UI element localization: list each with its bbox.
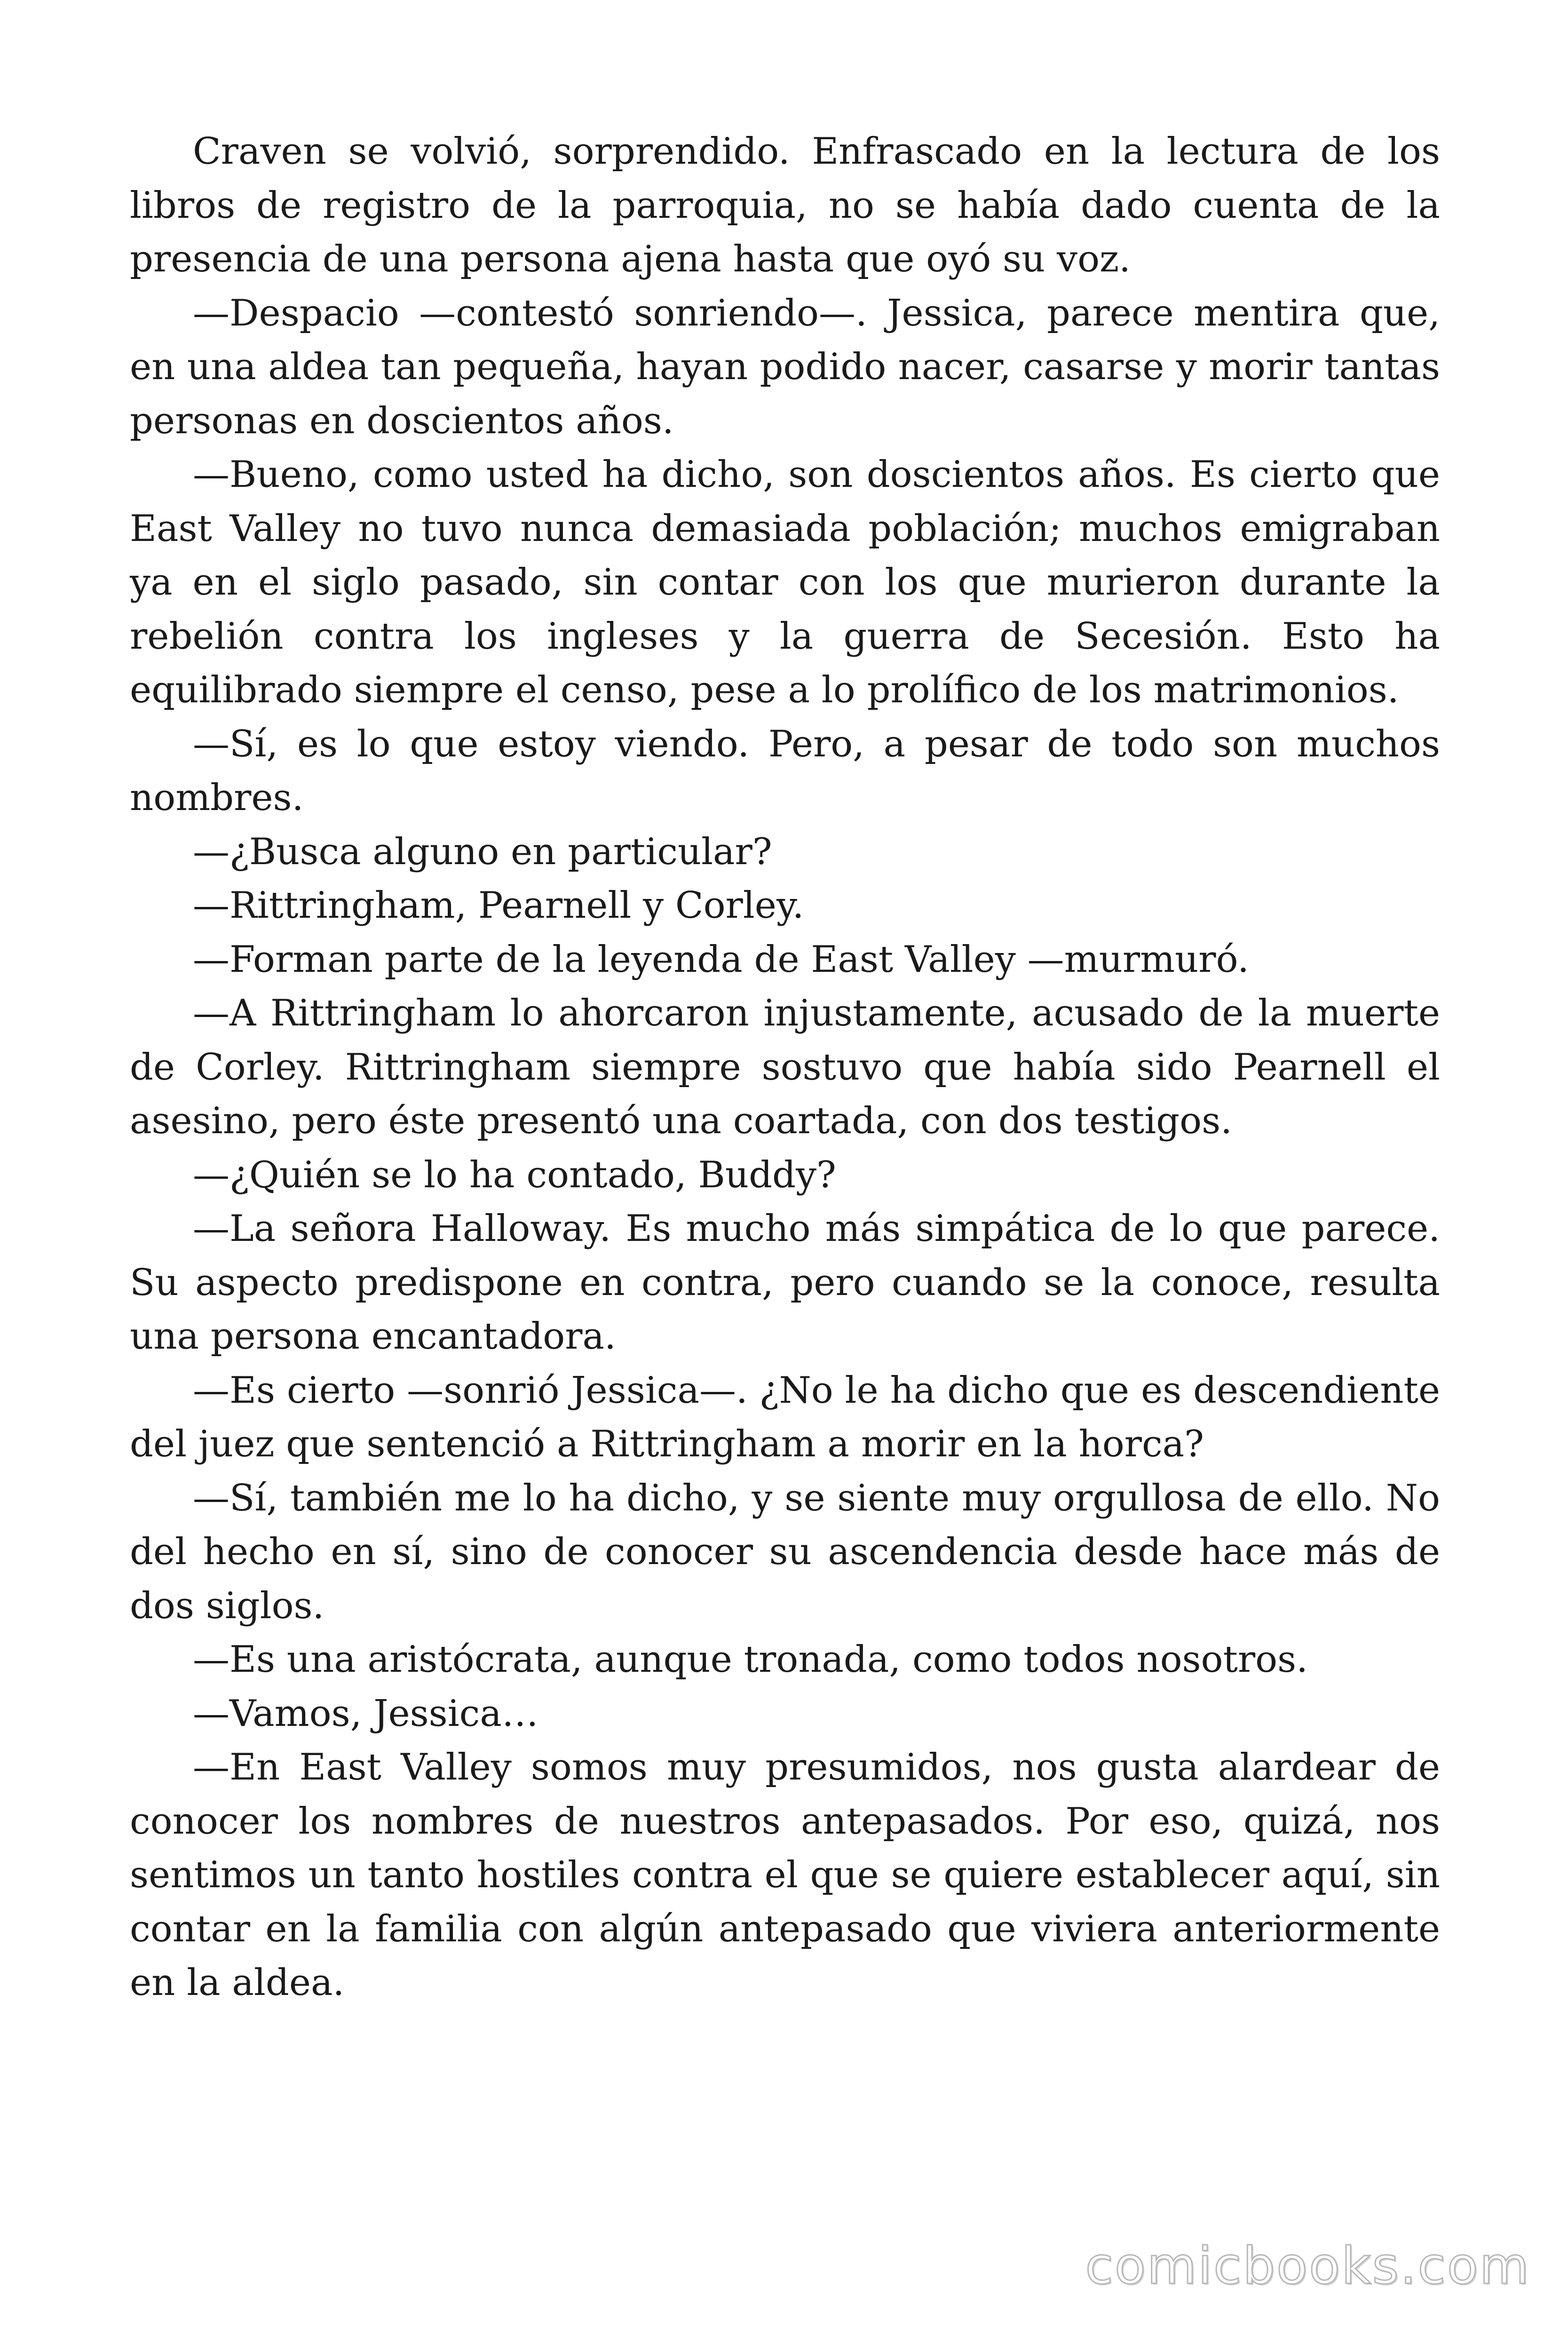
paragraph: —Forman parte de la leyenda de East Valley —murmuró. <box>193 938 1249 981</box>
paragraph: —Sí, es lo que estoy viendo. Pero, a pesar de todo son muchos nombres. <box>130 723 1440 819</box>
paragraph: —Rittringham, Pearnell y Corley. <box>193 884 804 927</box>
paragraph: —A Rittringham lo ahorcaron injustamente, acusado de la muerte de Corley. Rittringham siempre sostuvo que había sido Pearnell el asesino, pero éste presentó una coartada, con dos testigos. <box>130 992 1440 1142</box>
paragraph: —Despacio —contestó sonriendo—. Jessica, parece mentira que, en una aldea tan pequeña, hayan podido nacer, casarse y morir tantas personas en doscientos años. <box>130 292 1440 442</box>
paragraph: —Es una aristócrata, aunque tronada, como todos nosotros. <box>193 1638 1308 1681</box>
paragraph: —Vamos, Jessica… <box>193 1692 539 1735</box>
paragraph: —¿Quién se lo ha contado, Buddy? <box>193 1153 836 1196</box>
paragraph: —Bueno, como usted ha dicho, son doscientos años. Es cierto que East Valley no tuvo nunca demasiada población; muchos emigraban ya en el siglo pasado, sin contar con los que murieron durante la rebelión contra los ingleses y la guerra de Secesión. Esto ha equilibrado siempre el censo, pese a lo prolífico de los matrimonios. <box>130 453 1440 711</box>
paragraph: —La señora Halloway. Es mucho más simpática de lo que parece. Su aspecto predispone en contra, pero cuando se la conoce, resulta una persona encantadora. <box>130 1208 1440 1358</box>
paragraph: —Sí, también me lo ha dicho, y se siente muy orgullosa de ello. No del hecho en sí, sino de conocer su ascendencia desde hace más de dos siglos. <box>130 1477 1440 1627</box>
paragraph: Craven se volvió, sorprendido. Enfrascado en la lectura de los libros de registro de la parroquia, no se había dado cuenta de la presencia de una persona ajena hasta que oyó su voz. <box>130 130 1440 280</box>
paragraph: —Es cierto —sonrió Jessica—. ¿No le ha dicho que es descendiente del juez que sentenció a Rittringham a morir en la horca? <box>130 1369 1440 1465</box>
page-text <box>130 125 1440 2010</box>
watermark: comicbooks.com <box>1085 2237 1530 2296</box>
paragraph: —En East Valley somos muy presumidos, nos gusta alardear de conocer los nombres de nuestros antepasados. Por eso, quizá, nos sentimos un tanto hostiles contra el que se quiere establecer aquí, sin contar en la familia con algún antepasado que viviera anteriormente en la aldea. <box>130 1746 1440 2004</box>
paragraph: —¿Busca alguno en particular? <box>193 830 772 873</box>
